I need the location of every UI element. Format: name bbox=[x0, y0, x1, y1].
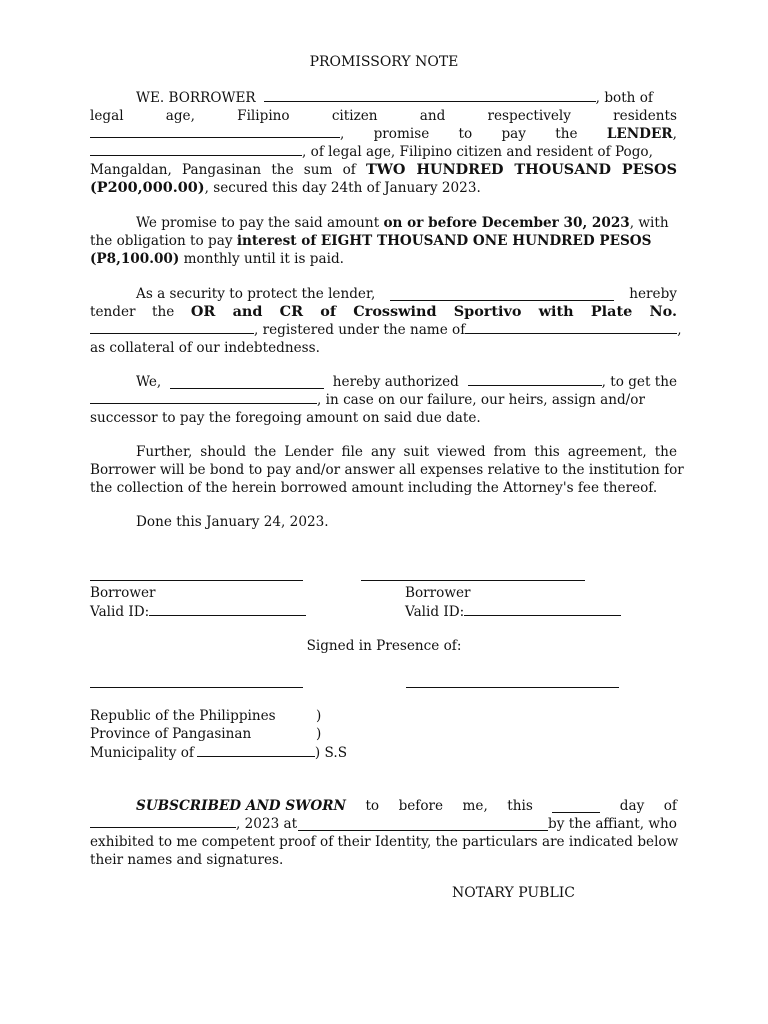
para4-line1: We, hereby authorized , to get the bbox=[136, 374, 677, 390]
para1-line6: (P200,000.00), secured this day 24th of January 2023. bbox=[90, 179, 481, 196]
jurat-line2: , 2023 at by the affiant, who bbox=[90, 815, 677, 833]
interest-amount: interest of EIGHT THOUSAND ONE HUNDRED PESOS bbox=[236, 233, 652, 249]
day-blank bbox=[552, 800, 600, 813]
authorized-person-blank bbox=[468, 373, 602, 386]
venue-municipality: Municipality of ) S.S bbox=[90, 745, 348, 761]
borrower1-id-blank bbox=[149, 603, 306, 616]
registered-name-blank bbox=[465, 321, 677, 334]
borrower2-label: Borrower bbox=[405, 585, 471, 601]
jurat-line1: SUBSCRIBED AND SWORN to before me, this day of bbox=[136, 798, 677, 814]
witness2-signature-line bbox=[406, 687, 619, 688]
para2-line1: We promise to pay the said amount on or before December 30, 2023, with bbox=[136, 215, 669, 231]
para4-line3: successor to pay the foregoing amount on said due date. bbox=[90, 410, 481, 426]
borrower2-id-blank bbox=[464, 603, 621, 616]
para2-line3: (P8,100.00) monthly until it is paid. bbox=[90, 251, 344, 267]
notary-public: NOTARY PUBLIC bbox=[452, 885, 576, 901]
borrower1-label: Borrower bbox=[90, 585, 156, 601]
para1-line3: , promise to pay the LENDER, bbox=[90, 125, 677, 143]
para3-line1: As a security to protect the lender, hereby bbox=[136, 286, 677, 302]
document-title: PROMISSORY NOTE bbox=[309, 54, 459, 70]
jurat-line3: exhibited to me competent proof of their Identity, the particulars are indicated below bbox=[90, 834, 679, 850]
para5-line1: Further, should the Lender file any suit viewed from this agreement, the bbox=[136, 444, 677, 460]
collateral-blank bbox=[90, 391, 317, 404]
witness1-signature-line bbox=[90, 687, 303, 688]
para4-line2: , in case on our failure, our heirs, assign and/or bbox=[90, 391, 677, 409]
lender-name-blank bbox=[90, 143, 302, 156]
venue-paren-1: ) bbox=[316, 708, 322, 724]
para1-line4: , of legal age, Filipino citizen and resident of Pogo, bbox=[90, 143, 677, 161]
para3-line3: , registered under the name of , bbox=[90, 321, 677, 339]
place-blank bbox=[298, 818, 548, 831]
venue-province: Province of Pangasinan bbox=[90, 726, 252, 742]
venue-country: Republic of the Philippines bbox=[90, 708, 276, 724]
para1-line5: Mangaldan, Pangasinan the sum of TWO HUNDRED THOUSAND PESOS bbox=[90, 161, 677, 178]
jurat-line4: their names and signatures. bbox=[90, 852, 284, 868]
municipality-blank bbox=[197, 744, 315, 757]
subscribed-sworn: SUBSCRIBED AND SWORN bbox=[136, 798, 346, 814]
borrower2-valid-id: Valid ID: bbox=[405, 603, 621, 620]
plate-number-blank bbox=[90, 321, 254, 334]
security-blank bbox=[390, 288, 614, 301]
para3-line2: tender the OR and CR of Crosswind Sportivo with Plate No. bbox=[90, 303, 678, 320]
month-blank bbox=[90, 815, 236, 828]
para1-line2: legal age, Filipino citizen and respectively residents bbox=[90, 108, 677, 124]
borrower1-valid-id: Valid ID: bbox=[90, 603, 306, 620]
para5-line2: Borrower will be bond to pay and/or answer all expenses relative to the institution for bbox=[90, 462, 684, 478]
para1-line1: WE. BORROWER , both of bbox=[136, 90, 653, 106]
residence-blank bbox=[90, 125, 340, 138]
venue-paren-2: ) bbox=[316, 726, 322, 742]
para3-line4: as collateral of our indebtedness. bbox=[90, 340, 320, 356]
signed-in-presence: Signed in Presence of: bbox=[306, 638, 462, 654]
borrower-name-blank bbox=[264, 89, 596, 102]
borrower-heading: WE. BORROWER bbox=[136, 90, 256, 106]
vehicle-description: OR and CR of Crosswind Sportivo with Plate No. bbox=[190, 303, 678, 320]
borrower1-signature-line bbox=[90, 580, 303, 581]
para5-line3: the collection of the herein borrowed amount including the Attorney's fee thereof. bbox=[90, 480, 658, 496]
authorizer-blank bbox=[170, 376, 324, 389]
borrower2-signature-line bbox=[361, 580, 585, 581]
due-date: on or before December 30, 2023 bbox=[383, 215, 630, 231]
lender-label: LENDER bbox=[606, 126, 673, 142]
para2-line2: the obligation to pay interest of EIGHT THOUSAND ONE HUNDRED PESOS bbox=[90, 233, 652, 249]
done-date: Done this January 24, 2023. bbox=[136, 514, 329, 530]
